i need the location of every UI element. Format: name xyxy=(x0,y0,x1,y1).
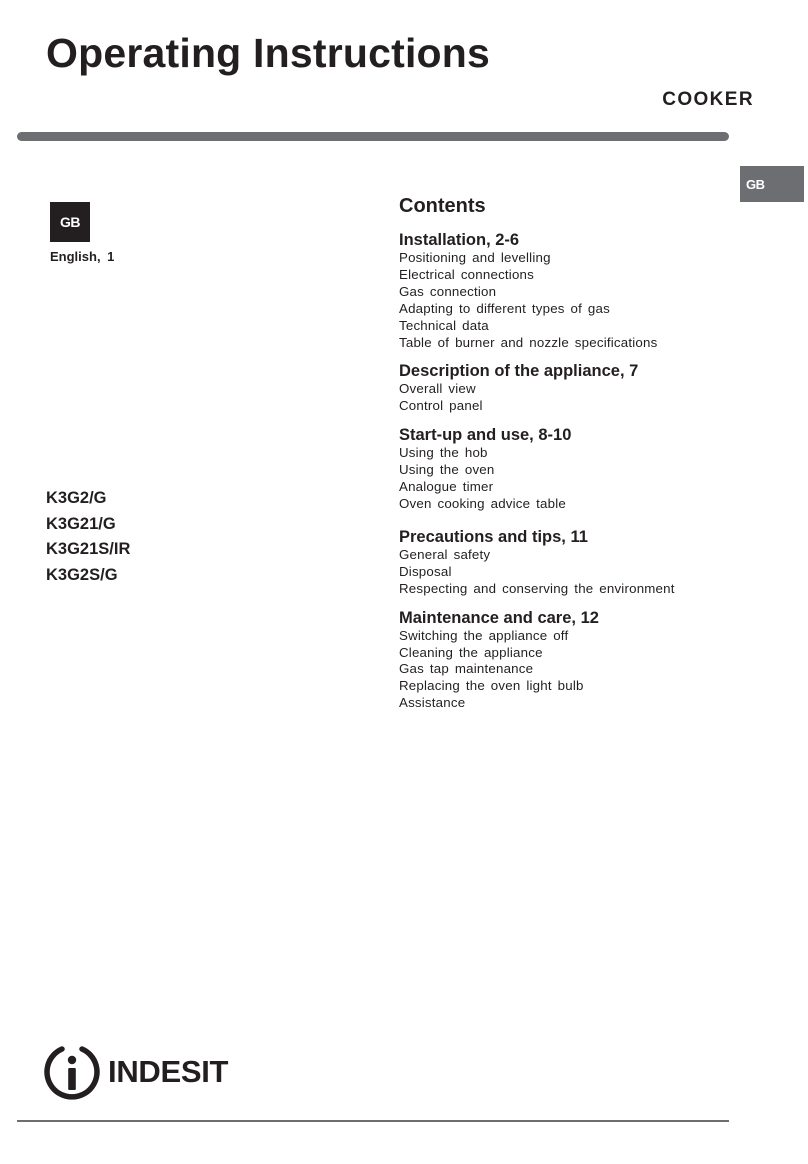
toc-item[interactable]: Gas tap maintenance xyxy=(399,661,534,677)
indesit-logo xyxy=(44,1043,228,1101)
toc-item[interactable]: Analogue timer xyxy=(399,479,494,495)
model-number: K3G2S/G xyxy=(46,565,118,584)
toc-item[interactable]: Assistance xyxy=(399,695,466,711)
toc-item[interactable]: Cleaning the appliance xyxy=(399,644,543,660)
model-number: K3G2/G xyxy=(46,489,107,507)
toc-item[interactable]: Using the oven xyxy=(399,462,495,478)
toc-section-title[interactable]: Description of the appliance, 7 xyxy=(399,362,639,381)
language-side-tab[interactable]: GB xyxy=(740,166,804,202)
product-type: COOKER xyxy=(662,89,754,110)
page-title: Operating Instructions xyxy=(46,30,491,76)
toc-item[interactable]: General safety xyxy=(399,546,491,562)
toc-section-title[interactable]: Maintenance and care, 12 xyxy=(399,608,599,627)
toc-item[interactable]: Switching the appliance off xyxy=(399,627,569,643)
toc-item[interactable]: Table of burner and nozzle specifications xyxy=(399,334,658,350)
toc-item[interactable]: Gas connection xyxy=(399,283,497,299)
toc-item[interactable]: Overall view xyxy=(399,381,476,397)
bottom-divider xyxy=(17,1120,729,1122)
brand-wordmark: INDESIT xyxy=(108,1054,229,1089)
toc-section-title[interactable]: Precautions and tips, 11 xyxy=(399,527,588,546)
toc-section-title[interactable]: Start-up and use, 8-10 xyxy=(399,426,572,445)
toc-section-startup xyxy=(399,425,739,513)
toc-item[interactable]: Positioning and levelling xyxy=(399,250,551,265)
toc-section-maintenance xyxy=(399,608,739,713)
model-number: K3G21/G xyxy=(46,514,116,533)
toc-item[interactable]: Technical data xyxy=(399,317,489,333)
toc-item[interactable]: Control panel xyxy=(399,398,483,414)
toc-item[interactable]: Oven cooking advice table xyxy=(399,495,566,511)
table-of-contents xyxy=(399,195,739,722)
toc-item[interactable]: Electrical connections xyxy=(399,266,534,282)
contents-heading: Contents xyxy=(399,195,486,217)
model-number: K3G21S/IR xyxy=(46,540,131,558)
toc-section-precautions xyxy=(399,527,739,598)
indesit-logo-icon xyxy=(44,1043,100,1101)
language-link-english[interactable]: English, 1 xyxy=(50,249,115,264)
toc-item[interactable]: Respecting and conserving the environment xyxy=(399,580,675,596)
toc-section-description xyxy=(399,361,739,415)
toc-item[interactable]: Adapting to different types of gas xyxy=(399,300,610,316)
toc-item[interactable]: Disposal xyxy=(399,563,452,579)
toc-item[interactable]: Using the hob xyxy=(399,445,488,461)
language-badge: GB xyxy=(50,202,90,242)
model-list xyxy=(46,486,130,588)
top-divider xyxy=(17,132,729,141)
toc-section-title[interactable]: Installation, 2-6 xyxy=(399,231,520,249)
toc-section-installation xyxy=(399,230,739,351)
toc-item[interactable]: Replacing the oven light bulb xyxy=(399,678,584,694)
